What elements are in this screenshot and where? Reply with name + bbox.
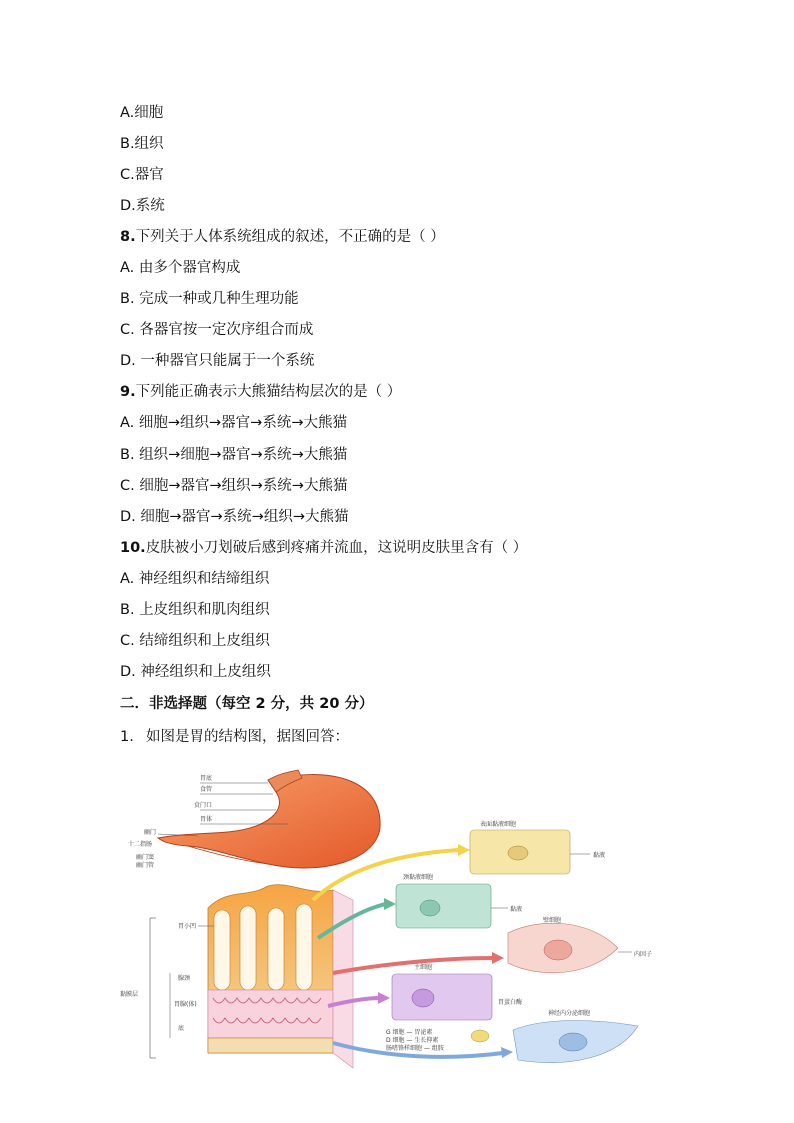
label-duodenum: 十二指肠: [128, 841, 153, 848]
label-gland-body: 胃腺(体): [174, 1001, 197, 1008]
label-neck-mucous-cell: 颈黏液细胞: [403, 874, 434, 881]
label-surface-mucous-cell: 表面黏液细胞: [480, 821, 517, 828]
q1-number: 1.: [120, 729, 134, 745]
label-pylorus: 幽门: [144, 829, 157, 836]
q10-option-a: A. 神经组织和结缔组织: [120, 571, 270, 587]
label-intrinsic-factor: 内因子: [634, 951, 653, 958]
cell-parietal: [508, 916, 652, 973]
label-gastric-pit: 胃小凹: [178, 923, 197, 930]
label-neck: 腺颈: [178, 975, 191, 982]
q9-option-a: A. 细胞→组织→器官→系统→大熊猫: [120, 415, 347, 431]
legend-line-2: D 细胞 — 生长抑素: [386, 1037, 439, 1044]
q7-option-b: B.组织: [120, 136, 164, 152]
label-chief-cell: 主细胞: [414, 964, 433, 971]
stomach-figure: [118, 768, 678, 1098]
q10-option-d: D. 神经组织和上皮组织: [120, 664, 271, 680]
q9-stem: [120, 382, 401, 402]
label-body: 胃体: [200, 816, 213, 823]
label-mucosa: 黏膜层: [120, 991, 139, 998]
label-cardia: 贲门口: [194, 802, 213, 809]
q1-stem: [120, 727, 349, 747]
q7-option-d: D.系统: [120, 198, 165, 214]
q1-text: 如图是胃的结构图，据图回答：: [146, 729, 349, 745]
q10-option-c: C. 结缔组织和上皮组织: [120, 633, 270, 649]
stomach-diagram: [118, 768, 678, 1098]
cell-surface-mucous: [470, 820, 605, 874]
q10-stem: [120, 538, 527, 558]
q8-option-c: C. 各器官按一定次序组合而成: [120, 322, 314, 338]
label-mucus-1: 黏液: [593, 852, 606, 859]
cell-chief: [392, 963, 522, 1020]
tissue-block: [208, 885, 353, 1068]
q8-stem: [120, 227, 445, 247]
label-mucus-2: 黏液: [510, 906, 523, 913]
q8-option-b: B. 完成一种或几种生理功能: [120, 291, 299, 307]
label-parietal-cell: 壁细胞: [543, 917, 562, 924]
label-neuroendocrine-cell: 神经内分泌细胞: [548, 1010, 591, 1017]
q10-option-b: B. 上皮组织和肌肉组织: [120, 602, 270, 618]
q8-option-a: A. 由多个器官构成: [120, 260, 241, 276]
q9-option-d: D. 细胞→器官→系统→组织→大熊猫: [120, 509, 349, 525]
label-pepsinogen: 胃蛋白酶: [498, 999, 523, 1006]
q7-option-c: C.器官: [120, 167, 164, 183]
q9-option-c: C. 细胞→器官→组织→系统→大熊猫: [120, 478, 348, 494]
q8-option-d: D. 一种器官只能属于一个系统: [120, 353, 315, 369]
cell-neck-mucous: [396, 873, 522, 928]
q8-text: 下列关于人体系统组成的叙述，不正确的是（ ）: [135, 229, 445, 245]
label-fundus: 胃底: [200, 775, 213, 782]
label-antrum: 幽门窦: [136, 854, 155, 861]
q9-number: 9.: [120, 384, 136, 400]
q9-option-b: B. 组织→细胞→器官→系统→大熊猫: [120, 447, 348, 463]
q10-text: 皮肤被小刀划破后感到疼痛并流血，这说明皮肤里含有（ ）: [145, 540, 528, 556]
label-esophagus: 食管: [200, 786, 213, 793]
label-canal: 幽门管: [136, 862, 155, 869]
tissue-labels: [120, 918, 214, 1058]
label-base: 底: [178, 1025, 185, 1032]
stomach-shape: [158, 775, 380, 868]
section-title: 二．非选择题（每空 2 分，共 20 分）: [120, 696, 374, 712]
q9-text: 下列能正确表示大熊猫结构层次的是（ ）: [135, 384, 402, 400]
q7-option-a: A.细胞: [120, 105, 164, 121]
q8-number: 8.: [120, 229, 136, 245]
q10-number: 10.: [120, 540, 146, 556]
cell-legend: [386, 1028, 444, 1052]
legend-line-1: G 细胞 — 胃泌素: [386, 1029, 433, 1036]
legend-line-3: 肠嗜铬样细胞 — 组胺: [386, 1045, 444, 1052]
